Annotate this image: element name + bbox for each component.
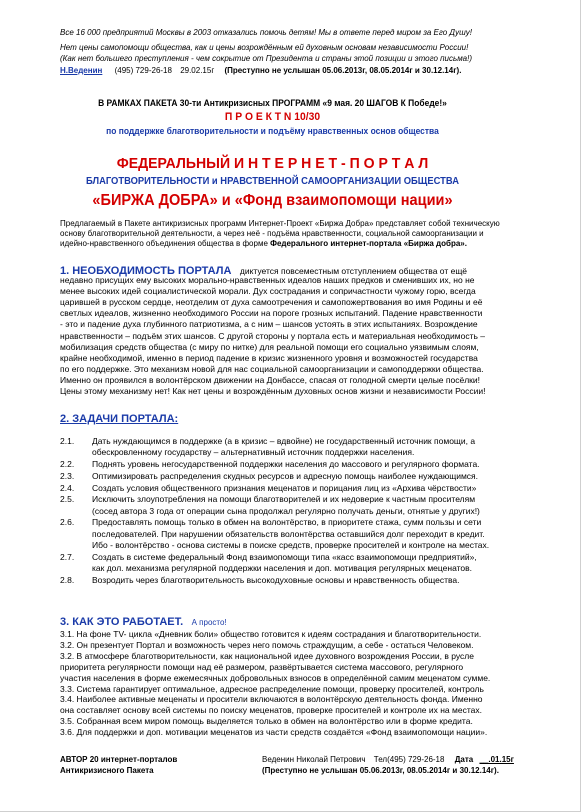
header-line-3: (Как нет большего преступления - чем сокрытие от Президента и страны этой позиции и этого письма!) <box>60 54 473 63</box>
section3-line: приоритета регулярности помощи над её размером, развёртывается система массового, регулярного <box>60 661 464 672</box>
section1-line: мобилизация средств общества (с миру по нитке) для реальной помощи его социально уязвимым слоям, <box>60 341 479 352</box>
section1-line: менее высоких идей социалистической морали. Дух сострадания и сопричастности чужому горю, всегда <box>60 286 476 297</box>
section1-first-tail: диктуется повсеместным отступлением общества от ещё <box>239 266 468 276</box>
section1-line: Именно он проявился в волонтёрском движении на Донбассе, спасая от голодной смерти целые посёлки! <box>60 374 480 385</box>
project-subtitle: по поддержке благотворительности и подъёму нравственных основ общества <box>106 126 439 136</box>
section2-heading: 2. ЗАДАЧИ ПОРТАЛА: <box>60 413 179 425</box>
section1-line: по его поддержке. Это механизм новой для нас социальной самоорганизации и самоподдержки общества. <box>60 363 484 374</box>
task-text-line: Ибо - волонтёрство - основа системы в поиске средств, проверке просителей и контроле на местах. <box>92 539 490 550</box>
section3-line: 3.2. Он презентует Портал и возможность через него помочь страждущим, а себе - остаться Человеком. <box>60 639 474 650</box>
header-phone: (495) 729-26-18 <box>114 66 172 75</box>
footer-date-value: __.01.15г <box>479 755 514 764</box>
task-text-line: (сосед автора 3 года от операции сына продолжал регулярно получать деньги, отнятые у других!) <box>92 505 480 516</box>
header-contact-line <box>60 66 461 76</box>
footer-phone: Тел(495) 729-26-18 <box>373 755 445 764</box>
program-line: В РАМКАХ ПАКЕТА 30-ти Антикризисных ПРОГРАММ «9 мая. 20 ШАГОВ К Победе!» <box>98 98 447 108</box>
task-number: 2.4. <box>60 482 75 493</box>
footer-contact <box>262 755 514 765</box>
portal-subtitle: БЛАГОТВОРИТЕЛЬНОСТИ и НРАВСТВЕННОЙ САМООРГАНИЗАЦИИ ОБЩЕСТВА <box>86 176 459 187</box>
task-text-line: Возродить через благотворительность высокодуховные основы и нравственность общества. <box>92 574 460 585</box>
intro-line-3-text: идейно-нравственного объединения общества в форме <box>60 239 268 248</box>
intro-line-3 <box>60 239 467 249</box>
section1-line: светлых идеалов, жизненно необходимого России на пороге грозных испытаний. Падение нравственности <box>60 308 483 319</box>
intro-line-2: основу благотворительной деятельности, а через неё - подъёма нравственности, социальной самоорганизации и <box>60 229 484 238</box>
task-text-line: Поднять уровень негосударственной поддержки населения до массового и регулярного формата. <box>92 459 480 469</box>
task-number: 2.3. <box>60 470 75 481</box>
section1-line: недавно присущих ему высоких морально-нравственных идеалов наших предков и сменивших их, но не <box>60 275 475 285</box>
header-line-2: Нет цены самопомощи общества, как и цены возрождённым ей духовным основам независимости России! <box>60 43 469 52</box>
footer-unheard: (Преступно не услышан 05.06.2013г, 08.05.2014г и 30.12.14г). <box>262 766 499 775</box>
section3-line: 3.2. В атмосфере благотворительности, как национальной идее духовного возрождения России, в русле <box>60 650 474 661</box>
section1-line: крайне необходимой, именно в период падение в кризис жизненного уровня и возможностей государства <box>60 352 478 363</box>
task-text-line: Предоставлять помощь только в обмен на волонтёрство, в приоритете стажа, сумм пользы и сети <box>92 517 482 528</box>
task-text-line: Дать нуждающимся в поддержке (а в кризис – вдвойне) не государственный источник помощи, а <box>92 436 476 446</box>
task-text-line: обескровленному государству – альтернативный источник поддержки населения. <box>92 447 415 458</box>
task-number: 2.8. <box>60 574 75 585</box>
section3-heading-tail: А просто! <box>191 618 227 627</box>
footer-name: Веденин Николай Петрович <box>262 755 366 764</box>
task-text-line: Создать условия общественного признания меценатов и порицания лиц из «Архива чёрствости» <box>92 482 477 493</box>
section3-line: участия населения в форме ежемесячных добровольных взносов в определённой самим меценатом сумме. <box>60 672 491 683</box>
footer-author-label: АВТОР 20 интернет-порталов <box>60 755 178 764</box>
task-text-line: как дол. механизма регулярной поддержки населения и доп. мотивация регулярных меценатов. <box>92 562 473 573</box>
task-number: 2.5. <box>60 494 75 505</box>
section1-line: нравственности – подъём этих шансов. С другой стороны у портала есть и материальная необходимость – <box>60 330 485 341</box>
section3-heading-line <box>60 612 227 630</box>
section1-heading: 1. НЕОБХОДИМОСТЬ ПОРТАЛА <box>60 265 232 277</box>
intro-line-1: Предлагаемый в Пакете антикризисных программ Интернет-Проект «Биржа Добра» представляет собой техническую <box>60 219 500 228</box>
task-number: 2.2. <box>60 459 75 469</box>
portal-title: ФЕДЕРАЛЬНЫЙ И Н Т Е Р Н Е Т - П О Р Т А Л <box>116 155 429 172</box>
section3-line: 3.3. Система гарантирует оптимальное, адресное распределение помощи, проверку просителей, контроль <box>60 683 484 694</box>
task-number: 2.7. <box>60 551 75 562</box>
section3-line: 3.4. Наиболее активные меценаты и просители включаются в волонтёрскую деятельность фонда. Именно <box>60 694 483 705</box>
header-author: Н.Веденин <box>60 66 103 75</box>
section3-line: 3.1. На фоне ТV- цикла «Дневник боли» общество готовится к идеям сострадания и благотворительности. <box>60 629 482 639</box>
footer-package: Антикризисного Пакета <box>60 766 154 775</box>
section3-heading: 3. КАК ЭТО РАБОТАЕТ. <box>60 616 184 628</box>
task-text-line: Исключить злоупотребления на помощи благотворителей и их недоверие к частным просителям <box>92 494 476 505</box>
header-line-1: Все 16 000 предприятий Москвы в 2003 отказались помочь детям! Мы в ответе перед миром за Его Душу! <box>60 28 472 37</box>
section1-line: царившей в русском сердце, неотделим от духа самоотречения и самопожертвования во имя Родины и её <box>60 297 483 308</box>
task-text-line: последователей. При нарушении обязательств волонтёрства оставшийся долг переходит в кредит. <box>92 528 485 539</box>
section3-line: 3.6. Для поддержки и доп. мотивации меценатов из части средств создаётся «Фонд взаимопомощи нации». <box>60 727 488 738</box>
header-date: 29.02.15г <box>180 66 215 75</box>
portal-names: «БИРЖА ДОБРА» и «Фонд взаимопомощи нации» <box>92 192 453 209</box>
section1-line: Цены этому механизму нет! Как нет цены и возрождённым духовных основ жизни и независимости России! <box>60 386 486 396</box>
project-number: П Р О Е К Т N 10/30 <box>224 111 321 123</box>
intro-bold-tail: Федерального интернет-портала «Биржа добра». <box>270 239 467 248</box>
section3-line: 3.5. Собранная всем миром помощь выделяется только в обмен на волонтёрство или в форме кредита. <box>60 716 473 727</box>
task-number: 2.6. <box>60 517 75 528</box>
section1-line: - это и падение духа глубинного патриотизма, а с ним – шансов устоять в этих испытаниях. Возрождение <box>60 319 478 330</box>
task-text-line: Оптимизировать распределения скудных ресурсов и адресную помощь наиболее нуждающимся. <box>92 470 479 481</box>
header-unheard: (Преступно не услышан 05.06.2013г, 08.05.2014г и 30.12.14г). <box>224 66 462 75</box>
task-text-line: Создать в системе федеральный Фонд взаимопомощи типа «касс взаимопомощи предприятий», <box>92 551 477 562</box>
footer-date-label: Дата <box>454 755 474 764</box>
task-number: 2.1. <box>60 436 75 446</box>
section3-line: она составляет основу всей системы по поиску меценатов, проверке просителей и контроле их на местах. <box>60 705 482 716</box>
